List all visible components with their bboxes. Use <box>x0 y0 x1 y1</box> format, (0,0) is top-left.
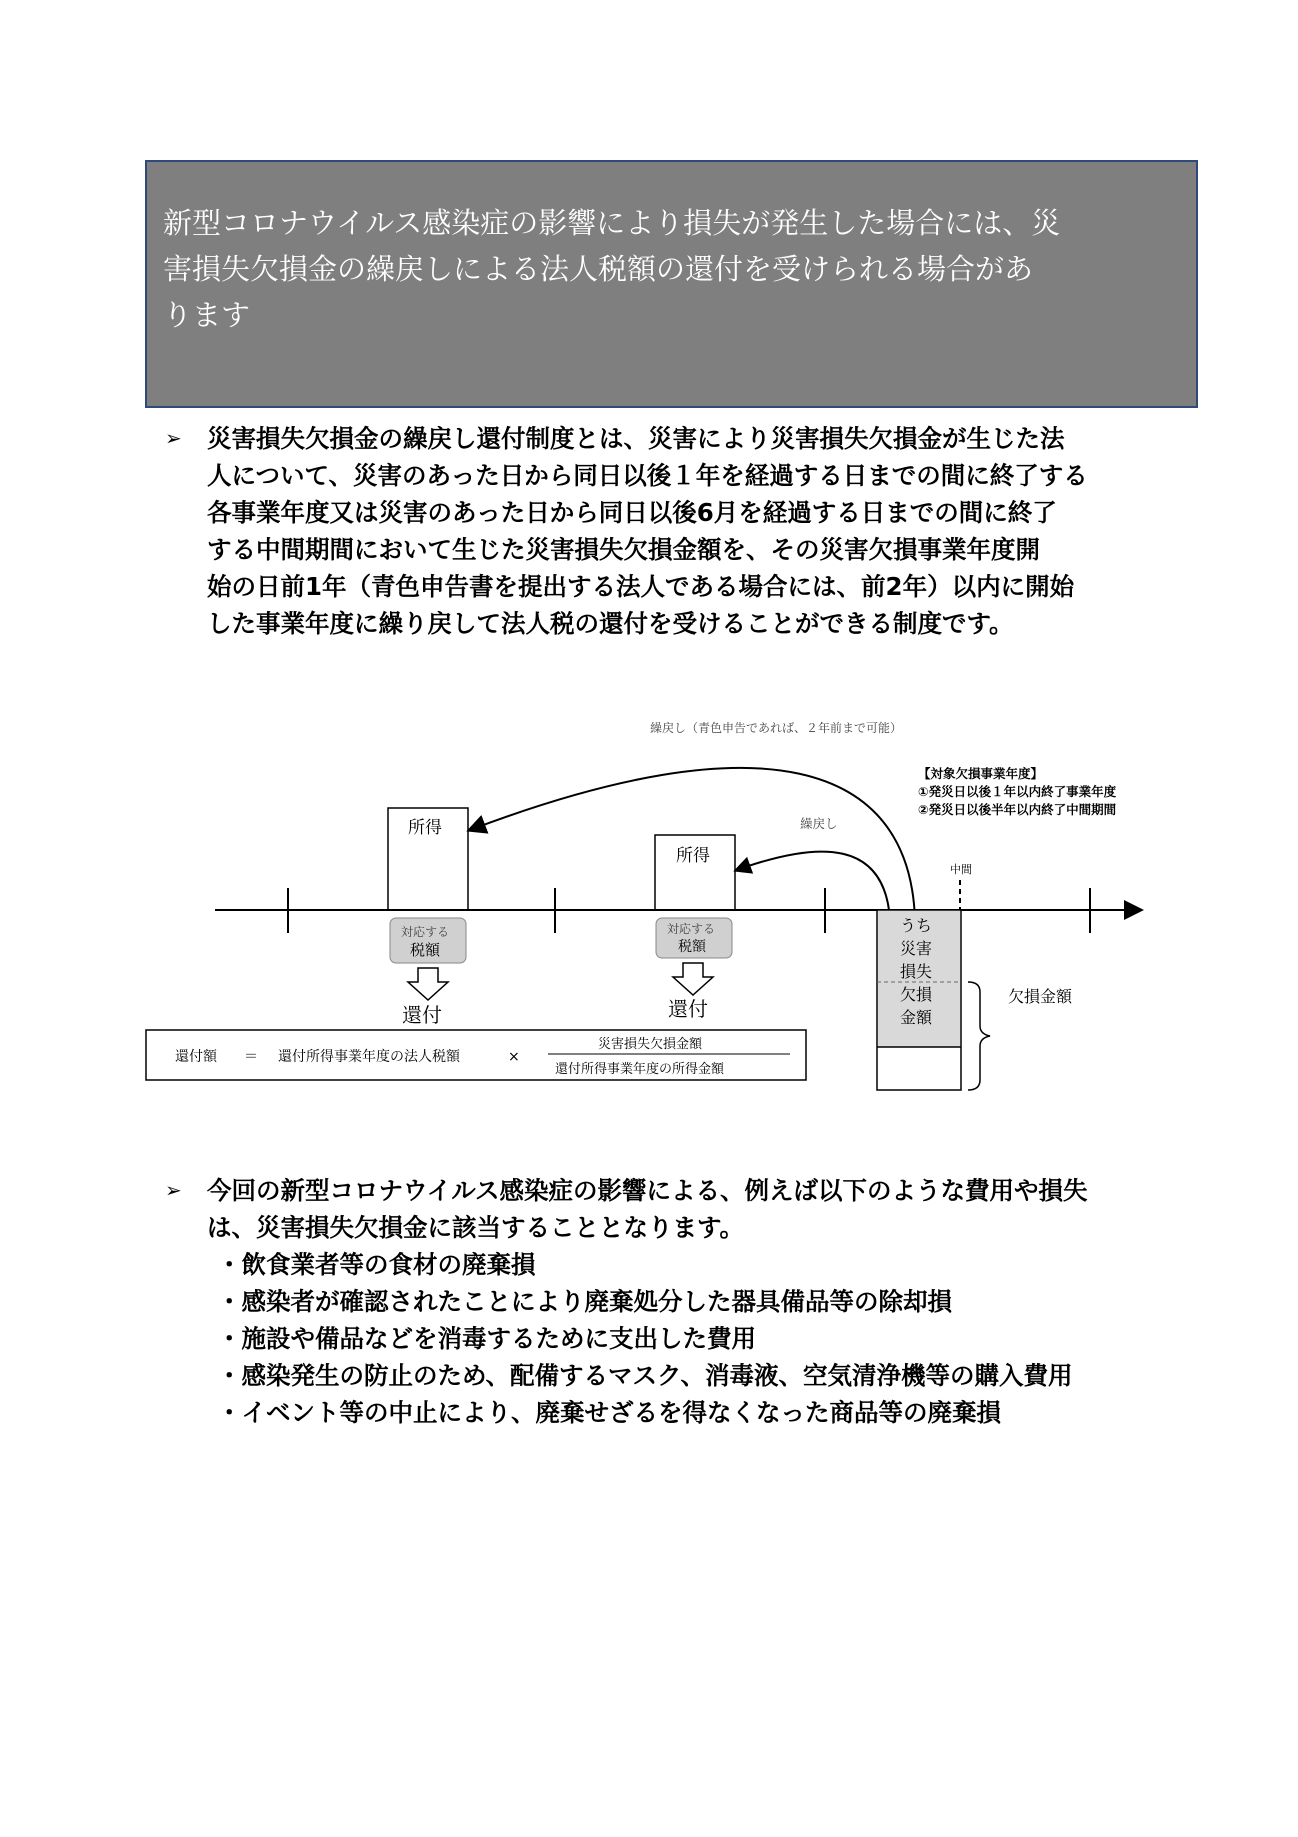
refund-label-1: 還付 <box>402 1003 442 1027</box>
bullet-arrow-icon: ➢ <box>165 426 182 450</box>
list-item: ・感染発生の防止のため、配備するマスク、消毒液、空気清浄機等の購入費用 <box>217 1361 1073 1390</box>
formula-numerator: 災害損失欠損金額 <box>598 1037 703 1052</box>
title-line-1: 新型コロナウイルス感染症の影響により損失が発生した場合には、災 <box>163 206 1061 240</box>
formula-lhs: 還付額 <box>175 1049 217 1065</box>
refund-down-arrow-icon <box>673 963 713 995</box>
title-banner <box>145 160 1198 408</box>
loss-inner-text: 金額 <box>900 1008 933 1027</box>
short-arrow-label: 繰戻し <box>800 816 838 831</box>
loss-inner-text: 欠損 <box>900 985 933 1004</box>
refund-down-arrow-icon <box>408 968 448 1000</box>
target-item-1: ①発災日以後１年以内終了事業年度 <box>918 784 1117 799</box>
formula-eq: ＝ <box>244 1049 258 1065</box>
section-1-line: 始の日前1年（青色申告書を提出する法人である場合には、前2年）以内に開始 <box>207 572 1075 601</box>
refund-label-2: 還付 <box>668 997 708 1021</box>
section-1-line: する中間期間において生じた災害損失欠損金額を、その災害欠損事業年度開 <box>207 535 1040 564</box>
carryback-diagram <box>0 700 1298 1100</box>
title-line-3: ります <box>163 298 251 332</box>
bullet-arrow-icon: ➢ <box>165 1178 182 1202</box>
example-list <box>217 1246 1175 1431</box>
section-1-line: 人について、災害のあった日から同日以後１年を経過する日までの間に終了する <box>207 461 1088 490</box>
tax-label-2b: 税額 <box>678 939 706 955</box>
list-item: ・施設や備品などを消毒するために支出した費用 <box>217 1324 756 1353</box>
target-title: 【対象欠損事業年度】 <box>918 766 1044 781</box>
formula-times: × <box>508 1049 520 1065</box>
loss-brace <box>968 982 990 1090</box>
loss-inner-text: うち <box>900 916 933 935</box>
section-1-line: 災害損失欠損金の繰戻し還付制度とは、災害により災害損失欠損金が生じた法 <box>207 424 1065 453</box>
section-1-text <box>207 420 1175 642</box>
list-item: ・感染者が確認されたことにより廃棄処分した器具備品等の除却損 <box>217 1287 952 1316</box>
loss-inner-text: 災害 <box>900 939 933 958</box>
interim-label: 中間 <box>950 863 972 876</box>
loss-inner-text: 損失 <box>900 962 933 981</box>
income-label-1: 所得 <box>408 818 442 838</box>
formula-denominator: 還付所得事業年度の所得金額 <box>555 1062 725 1077</box>
section-2-line: は、災害損失欠損金に該当することとなります。 <box>207 1213 745 1242</box>
top-arrow-label: 繰戻し（青色申告であれば、２年前まで可能） <box>650 721 903 735</box>
section-1 <box>165 420 1175 642</box>
income-label-2: 所得 <box>676 846 710 866</box>
tax-label-1a: 対応する <box>401 925 450 939</box>
tax-label-2a: 対応する <box>667 922 716 936</box>
list-item: ・飲食業者等の食材の廃棄損 <box>217 1250 536 1279</box>
list-item: ・イベント等の中止により、廃棄せざるを得なくなった商品等の廃棄損 <box>217 1398 1001 1427</box>
section-1-line: 各事業年度又は災害のあった日から同日以後6月を経過する日までの間に終了 <box>207 498 1057 527</box>
formula-term: 還付所得事業年度の法人税額 <box>278 1049 460 1065</box>
section-2 <box>165 1172 1175 1431</box>
tax-label-1b: 税額 <box>410 941 441 959</box>
target-item-2: ②発災日以後半年以内終了中間期間 <box>918 802 1117 817</box>
section-1-line: した事業年度に繰り戻して法人税の還付を受けることができる制度です。 <box>207 609 1014 638</box>
section-2-line: 今回の新型コロナウイルス感染症の影響による、例えば以下のような費用や損失 <box>207 1176 1088 1205</box>
title-line-2: 害損失欠損金の繰戻しによる法人税額の還付を受けられる場合があ <box>163 252 1034 286</box>
section-2-text <box>207 1172 1175 1246</box>
loss-amount-label: 欠損金額 <box>1008 987 1073 1006</box>
